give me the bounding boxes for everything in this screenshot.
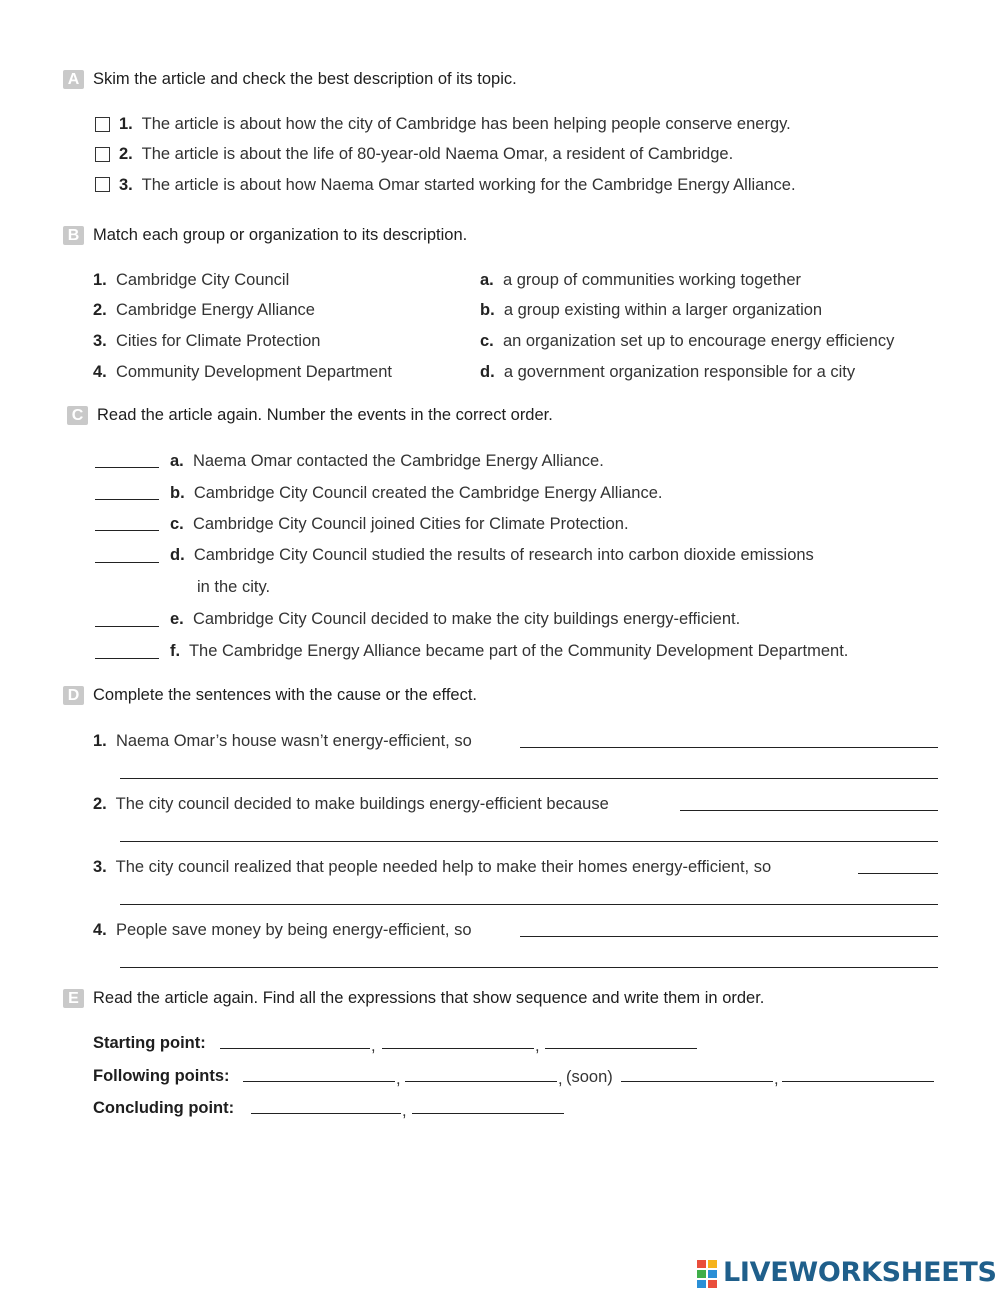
concluding-point-label: Concluding point: [93, 1099, 235, 1117]
match-left-item: 2. Cambridge Energy Alliance [93, 301, 315, 319]
section-a-item: 1. The article is about how the city of Cambridge has been helping people conserve energy. [119, 115, 791, 133]
order-blank-d[interactable] [95, 562, 159, 563]
section-a-badge: A [63, 70, 84, 89]
starting-blank-2[interactable] [382, 1048, 534, 1049]
answer-line-2a[interactable] [680, 810, 938, 811]
comma: , [402, 1102, 407, 1120]
starting-point-label: Starting point: [93, 1034, 206, 1052]
order-blank-b[interactable] [95, 499, 159, 500]
match-left-item: 4. Community Development Department [93, 363, 392, 381]
sentence-item: 4. People save money by being energy-efficient, so [93, 921, 472, 939]
section-d-badge: D [63, 686, 84, 705]
checkbox-a2[interactable] [95, 147, 110, 162]
sentence-item: 1. Naema Omar’s house wasn’t energy-efficient, so [93, 732, 472, 750]
comma: , [371, 1037, 376, 1055]
section-c-badge: C [67, 406, 88, 425]
answer-line-2b[interactable] [120, 841, 938, 842]
comma: , [774, 1070, 779, 1088]
concluding-blank-2[interactable] [412, 1113, 564, 1114]
event-item: e. Cambridge City Council decided to make the city buildings energy-efficient. [170, 610, 741, 628]
match-right-item: c. an organization set up to encourage energy efficiency [480, 332, 895, 350]
section-b-badge: B [63, 226, 84, 245]
event-item: f. The Cambridge Energy Alliance became part of the Community Development Department. [170, 642, 849, 660]
liveworksheets-logo-text: LIVEWORKSHEETS [723, 1256, 997, 1288]
comma: , [396, 1070, 401, 1088]
event-item: a. Naema Omar contacted the Cambridge Energy Alliance. [170, 452, 604, 470]
liveworksheets-logo [697, 1252, 997, 1292]
following-blank-2[interactable] [405, 1081, 557, 1082]
section-b-instruction: Match each group or organization to its description. [93, 226, 468, 244]
starting-blank-1[interactable] [220, 1048, 370, 1049]
answer-line-3a[interactable] [858, 873, 938, 874]
following-blank-4[interactable] [782, 1081, 934, 1082]
section-a-instruction: Skim the article and check the best description of its topic. [93, 70, 517, 88]
answer-line-4b[interactable] [120, 967, 938, 968]
section-e-badge: E [63, 989, 84, 1008]
starting-blank-3[interactable] [545, 1048, 697, 1049]
comma: , [535, 1037, 540, 1055]
section-d-instruction: Complete the sentences with the cause or the effect. [93, 686, 478, 704]
order-blank-e[interactable] [95, 626, 159, 627]
liveworksheets-logo-icon [697, 1257, 719, 1287]
order-blank-a[interactable] [95, 467, 159, 468]
answer-line-1a[interactable] [520, 747, 938, 748]
match-right-item: b. a group existing within a larger organization [480, 301, 823, 319]
match-right-item: d. a government organization responsible for a city [480, 363, 856, 381]
event-item: b. Cambridge City Council created the Cambridge Energy Alliance. [170, 484, 663, 502]
answer-line-3b[interactable] [120, 904, 938, 905]
sentence-item: 2. The city council decided to make buildings energy-efficient because [93, 795, 609, 813]
event-item-continuation: in the city. [197, 578, 271, 596]
section-a-item: 2. The article is about the life of 80-year-old Naema Omar, a resident of Cambridge. [119, 145, 734, 163]
answer-line-1b[interactable] [120, 778, 938, 779]
match-right-item: a. a group of communities working together [480, 271, 802, 289]
match-left-item: 3. Cities for Climate Protection [93, 332, 321, 350]
soon-text: (soon) [566, 1068, 613, 1086]
following-blank-1[interactable] [243, 1081, 395, 1082]
section-c-instruction: Read the article again. Number the events in the correct order. [97, 406, 553, 424]
order-blank-f[interactable] [95, 658, 159, 659]
checkbox-a1[interactable] [95, 117, 110, 132]
answer-line-4a[interactable] [520, 936, 938, 937]
checkbox-a3[interactable] [95, 177, 110, 192]
following-points-label: Following points: [93, 1067, 230, 1085]
sentence-item: 3. The city council realized that people needed help to make their homes energy-efficient, so [93, 858, 772, 876]
section-a-item: 3. The article is about how Naema Omar started working for the Cambridge Energy Alliance. [119, 176, 796, 194]
section-e-instruction: Read the article again. Find all the expressions that show sequence and write them in order. [93, 989, 765, 1007]
match-left-item: 1. Cambridge City Council [93, 271, 290, 289]
concluding-blank-1[interactable] [251, 1113, 401, 1114]
comma: , [558, 1070, 563, 1088]
following-blank-3[interactable] [621, 1081, 773, 1082]
event-item: c. Cambridge City Council joined Cities for Climate Protection. [170, 515, 629, 533]
order-blank-c[interactable] [95, 530, 159, 531]
event-item: d. Cambridge City Council studied the results of research into carbon dioxide emissions [170, 546, 814, 564]
